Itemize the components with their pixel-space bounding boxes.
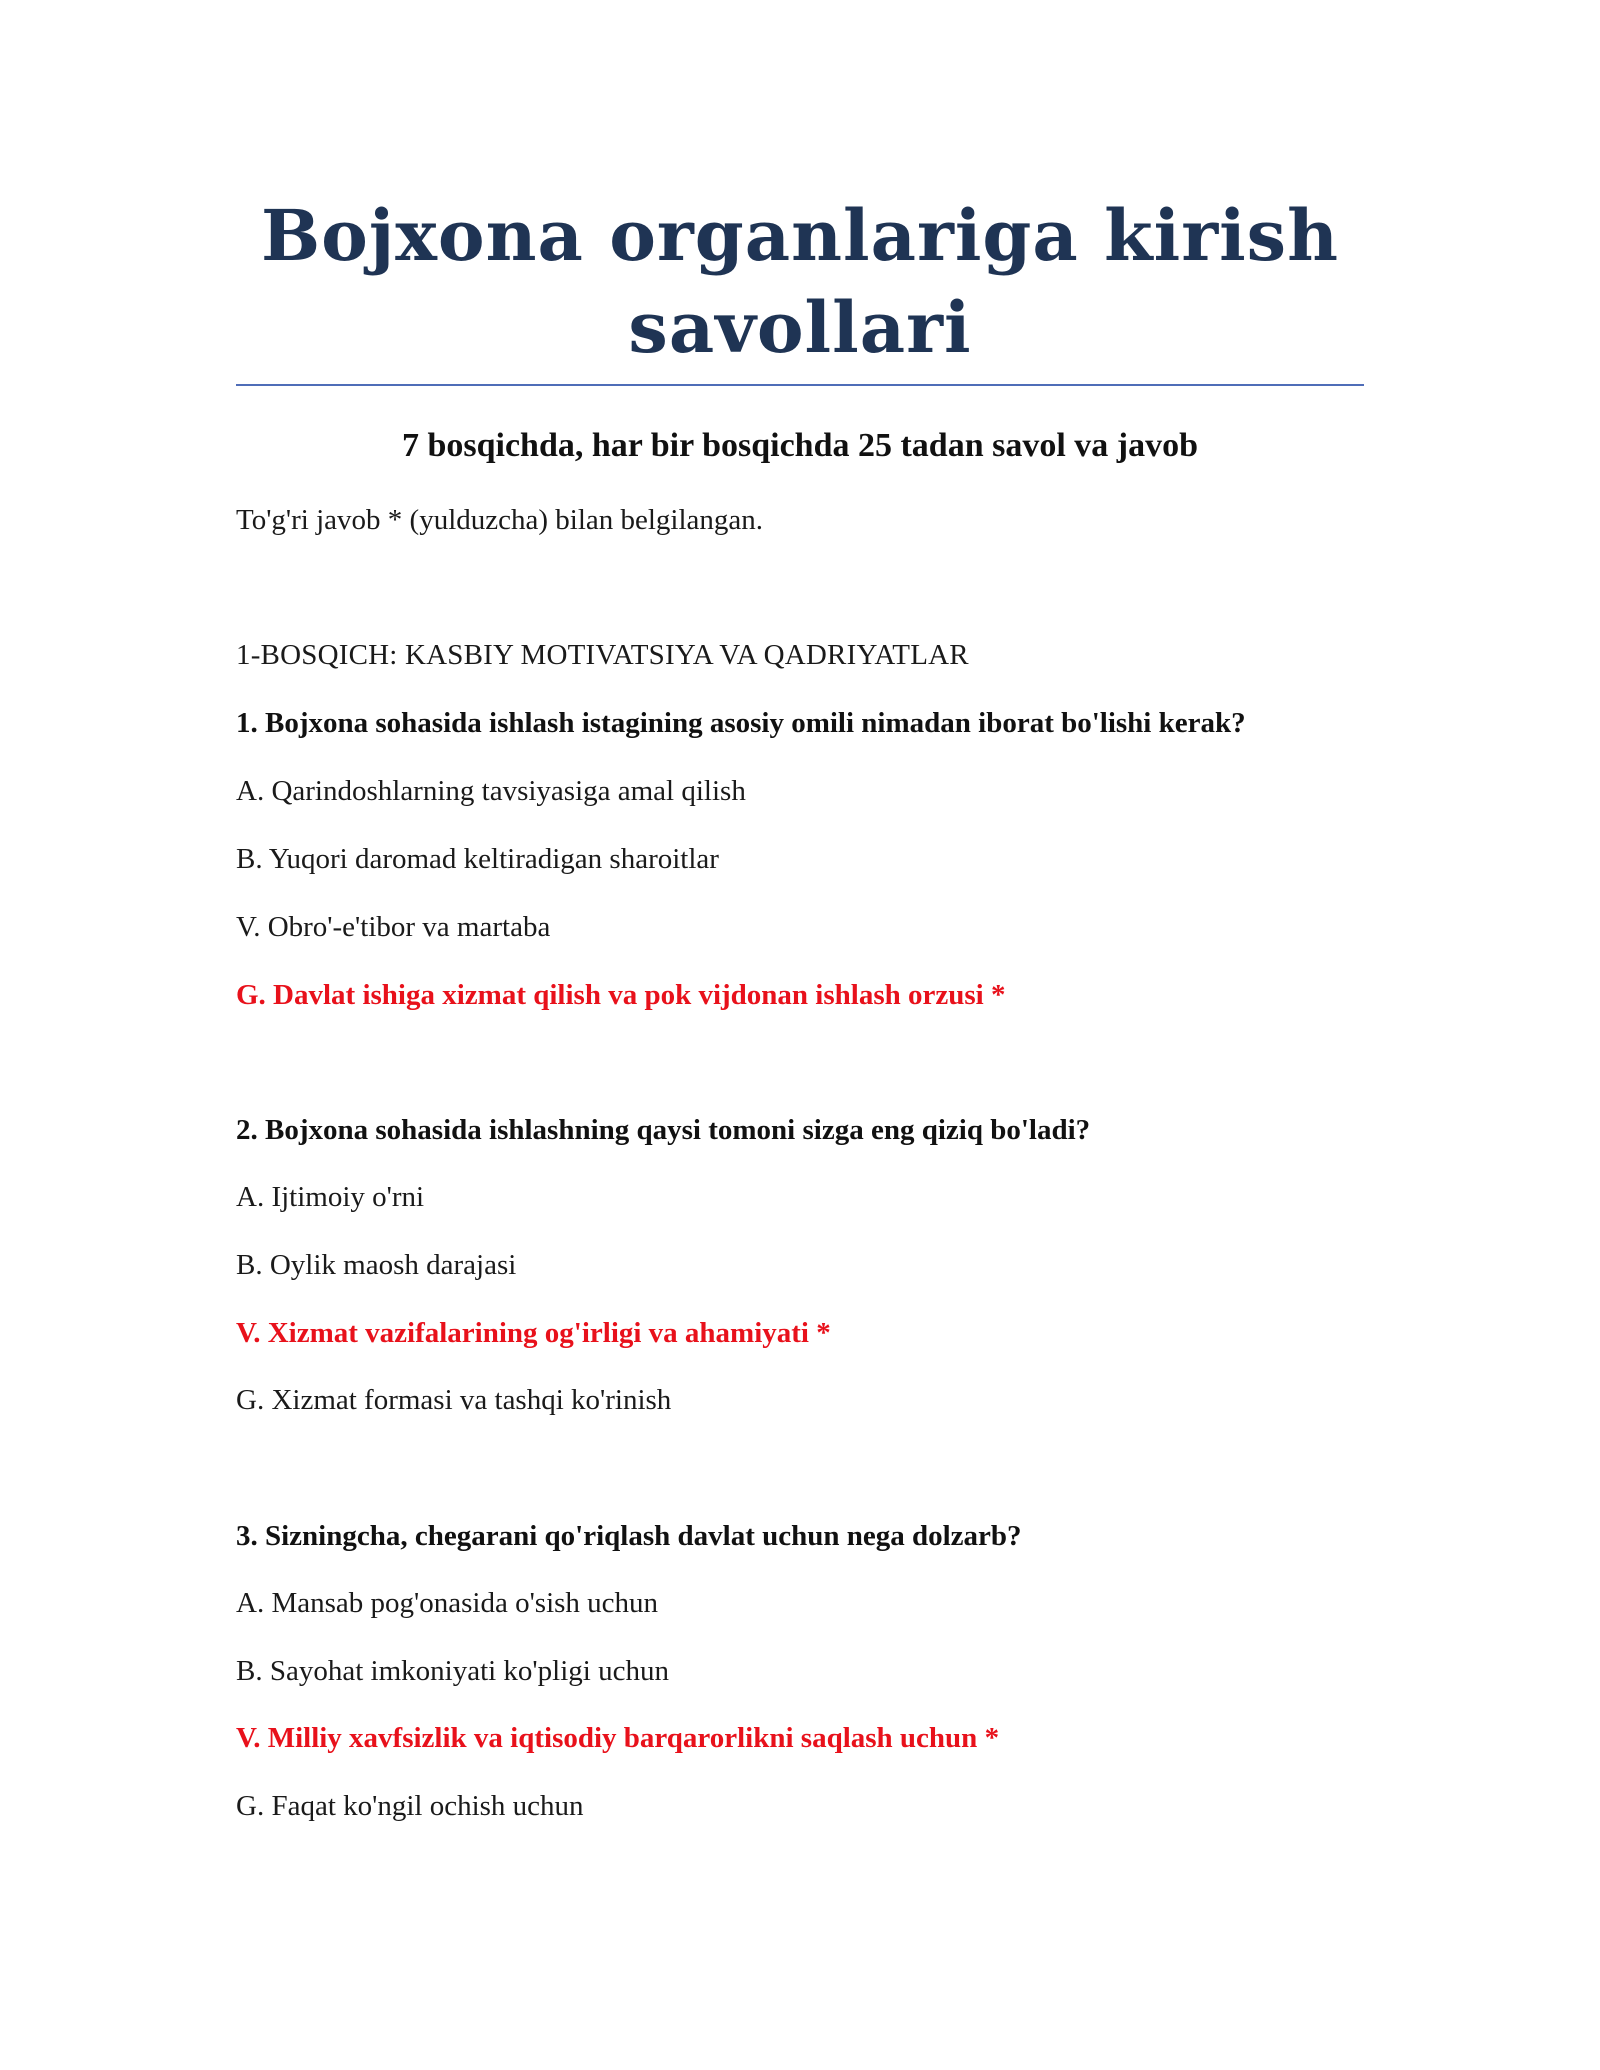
answer-option: B. Oylik maosh darajasi: [236, 1249, 517, 1281]
correct-answer-option: G. Davlat ishiga xizmat qilish va pok vijdonan ishlash orzusi *: [236, 979, 1006, 1011]
answer-option: G. Xizmat formasi va tashqi ko'rinish: [236, 1384, 672, 1416]
correct-answer-option: V. Milliy xavfsizlik va iqtisodiy barqarorlikni saqlash uchun *: [236, 1722, 1000, 1754]
document-title: [236, 190, 1364, 374]
answer-option: A. Ijtimoiy o'rni: [236, 1181, 425, 1213]
answer-option: V. Obro'-e'tibor va martaba: [236, 911, 551, 943]
answer-option: G. Faqat ko'ngil ochish uchun: [236, 1790, 584, 1822]
question-text: 2. Bojxona sohasida ishlashning qaysi tomoni sizga eng qiziq bo'ladi?: [236, 1114, 1091, 1146]
document-subtitle: 7 bosqichda, har bir bosqichda 25 tadan savol va javob: [401, 427, 1199, 464]
title-line-2: savollari: [628, 286, 972, 369]
question-text: 3. Sizningcha, chegarani qo'riqlash davlat uchun nega dolzarb?: [236, 1520, 1022, 1552]
answer-option: A. Mansab pog'onasida o'sish uchun: [236, 1587, 659, 1619]
title-line-1: Bojxona organlariga kirish: [261, 194, 1339, 277]
answer-option: A. Qarindoshlarning tavsiyasiga amal qilish: [236, 775, 746, 807]
answer-option: B. Yuqori daromad keltiradigan sharoitlar: [236, 843, 719, 875]
answer-key-note: To'g'ri javob * (yulduzcha) bilan belgilangan.: [236, 504, 764, 536]
correct-answer-option: V. Xizmat vazifalarining og'irligi va ahamiyati *: [236, 1317, 831, 1349]
question-text: 1. Bojxona sohasida ishlash istagining asosiy omili nimadan iborat bo'lishi kerak?: [236, 707, 1246, 739]
answer-option: B. Sayohat imkoniyati ko'pligi uchun: [236, 1655, 669, 1687]
section-title: 1-BOSQICH: KASBIY MOTIVATSIYA VA QADRIYATLAR: [236, 639, 969, 671]
title-divider: [236, 384, 1364, 386]
